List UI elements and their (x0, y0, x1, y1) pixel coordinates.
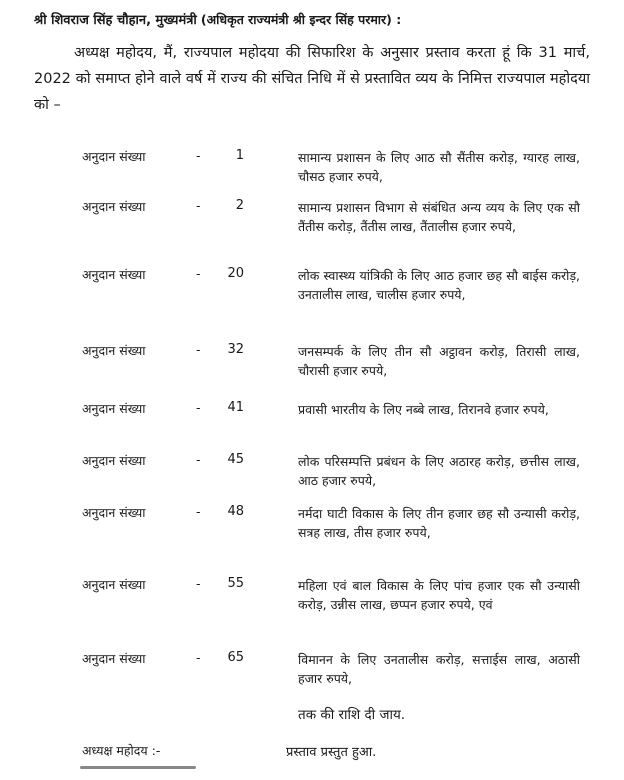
grant-number: 41 (227, 400, 244, 415)
grant-number: 65 (227, 650, 244, 665)
grant-label: अनुदान संख्या (82, 651, 146, 666)
grant-dash: - (196, 148, 201, 163)
grant-label: अनुदान संख्या (82, 577, 146, 592)
grant-label: अनुदान संख्या (82, 267, 146, 282)
grant-label: अनुदान संख्या (82, 453, 146, 468)
closing-line: तक की राशि दी जाय. (298, 707, 406, 723)
grant-dash: - (196, 400, 201, 415)
motion-intro: अध्यक्ष महोदय, मैं, राज्यपाल महोदया की सिफारिश के अनुसार प्रस्ताव करता हूं कि 31 मार्च, 2022 को समाप्त होने वाले वर्ष में राज्य की संचित निधि में से प्रस्तावित व्यय के निमित्त राज्यपाल महोदया को – (34, 45, 590, 113)
grant-number: 2 (235, 198, 244, 213)
grant-dash: - (196, 452, 201, 467)
grant-label: अनुदान संख्या (82, 149, 146, 164)
motion-result: प्रस्ताव प्रस्तुत हुआ. (286, 745, 377, 760)
grant-dash: - (196, 504, 201, 519)
grant-number: 20 (227, 266, 244, 281)
chair-label: अध्यक्ष महोदय :- (82, 743, 161, 758)
grant-description: नर्मदा घाटी विकास के लिए तीन हजार छह सौ उन्यासी करोड़, सत्रह लाख, तीस हजार रुपये, (298, 506, 580, 540)
grant-number: 32 (227, 342, 244, 357)
grant-label: अनुदान संख्या (82, 401, 146, 416)
grant-description: लोक स्वास्थ्य यांत्रिकी के लिए आठ हजार छह सौ बाईस करोड़, उनतालीस लाख, चालीस हजार रुपये, (298, 268, 580, 302)
grant-dash: - (196, 576, 201, 591)
grant-dash: - (196, 266, 201, 281)
grant-description: महिला एवं बाल विकास के लिए पांच हजार एक सौ उन्यासी करोड़, उन्नीस लाख, छप्पन हजार रुपये, एवं (298, 578, 580, 612)
grant-label: अनुदान संख्या (82, 505, 146, 520)
grant-description: जनसम्पर्क के लिए तीन सौ अट्ठावन करोड़, तिरासी लाख, चौरासी हजार रुपये, (298, 344, 580, 378)
grant-description: सामान्य प्रशासन विभाग से संबंधित अन्य व्यय के लिए एक सौ तैंतीस करोड़, तैंतीस लाख, तैंतालीस हजार रुपये, (298, 200, 580, 234)
grant-number: 1 (235, 148, 244, 163)
grant-dash: - (196, 342, 201, 357)
grant-number: 48 (227, 504, 244, 519)
grant-description: सामान्य प्रशासन के लिए आठ सौ सैंतीस करोड़, ग्यारह लाख, चौसठ हजार रुपये, (298, 150, 580, 184)
speaker-header (34, 10, 614, 28)
grant-label: अनुदान संख्या (82, 199, 146, 214)
grant-number: 55 (227, 576, 244, 591)
grant-dash: - (196, 198, 201, 213)
grant-description: विमानन के लिए उनतालीस करोड़, सत्ताईस लाख, अठासी हजार रुपये, (298, 652, 580, 686)
authorized-minister: (अधिकृत राज्यमंत्री श्री इन्दर सिंह परमार) : (200, 12, 402, 27)
speaker-name: श्री शिवराज सिंह चौहान, मुख्यमंत्री (34, 13, 197, 28)
grant-description: प्रवासी भारतीय के लिए नब्बे लाख, तिरानवे हजार रुपये, (298, 402, 549, 417)
grant-dash: - (196, 650, 201, 665)
chair-underline (80, 766, 196, 769)
grant-number: 45 (227, 452, 244, 467)
grant-label: अनुदान संख्या (82, 343, 146, 358)
grant-description: लोक परिसम्पत्ति प्रबंधन के लिए अठारह करोड़, छत्तीस लाख, आठ हजार रुपये, (298, 454, 580, 488)
